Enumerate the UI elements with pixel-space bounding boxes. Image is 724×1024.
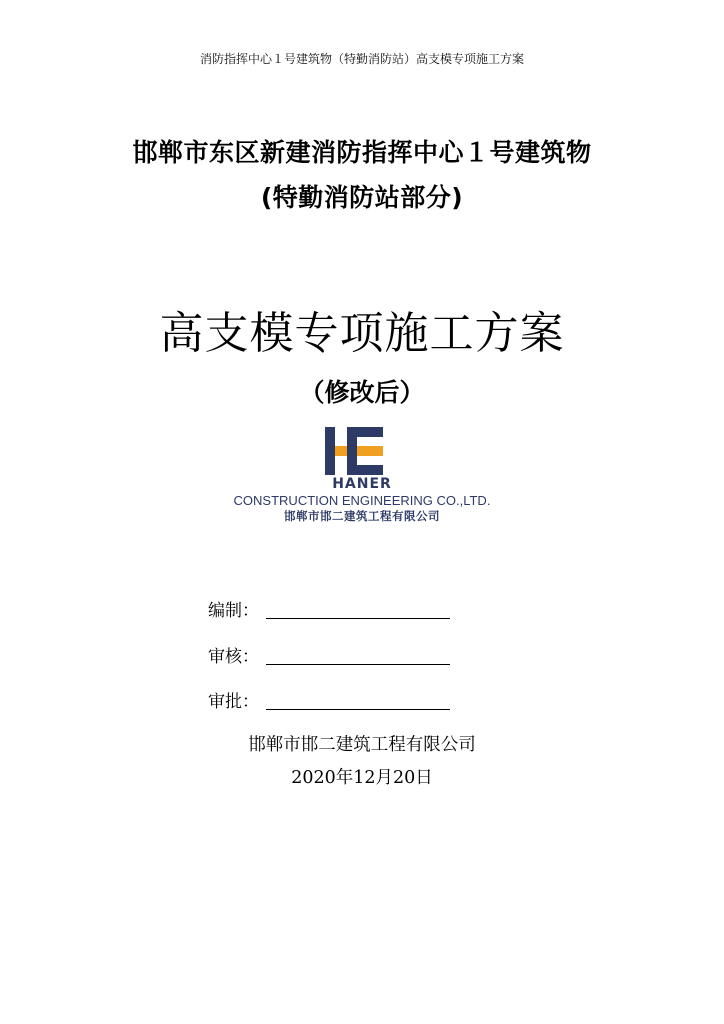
review-signature-row bbox=[208, 645, 266, 669]
compile-label: 编制： bbox=[208, 601, 259, 621]
document-title: 高支模专项施工方案 bbox=[159, 308, 565, 359]
header-rule bbox=[104, 73, 624, 74]
document-date: 2020年12月20日 bbox=[291, 768, 433, 788]
running-header: 消防指挥中心１号建筑物（特勤消防站）高支模专项施工方案 bbox=[199, 52, 524, 66]
approve-label: 审批： bbox=[208, 692, 259, 712]
logo-english-name: CONSTRUCTION ENGINEERING CO.,LTD. bbox=[233, 493, 491, 508]
review-label: 审核： bbox=[208, 647, 259, 667]
company-logo bbox=[200, 424, 524, 528]
compile-signature-row bbox=[208, 599, 266, 623]
haner-logo-mark-icon bbox=[325, 427, 383, 475]
logo-brand-name: HANER bbox=[332, 476, 392, 492]
approve-signature-line bbox=[266, 709, 450, 710]
project-title-line-1: 邯郸市东区新建消防指挥中心１号建筑物 bbox=[132, 138, 592, 167]
company-name: 邯郸市邯二建筑工程有限公司 bbox=[248, 735, 476, 755]
project-title-line-2: (特勤消防站部分) bbox=[260, 183, 464, 212]
logo-chinese-name: 邯郸市邯二建筑工程有限公司 bbox=[284, 509, 440, 523]
compile-signature-line bbox=[266, 618, 450, 619]
review-signature-line bbox=[266, 664, 450, 665]
revision-note: （修改后） bbox=[299, 378, 425, 407]
approve-signature-row bbox=[208, 690, 266, 714]
